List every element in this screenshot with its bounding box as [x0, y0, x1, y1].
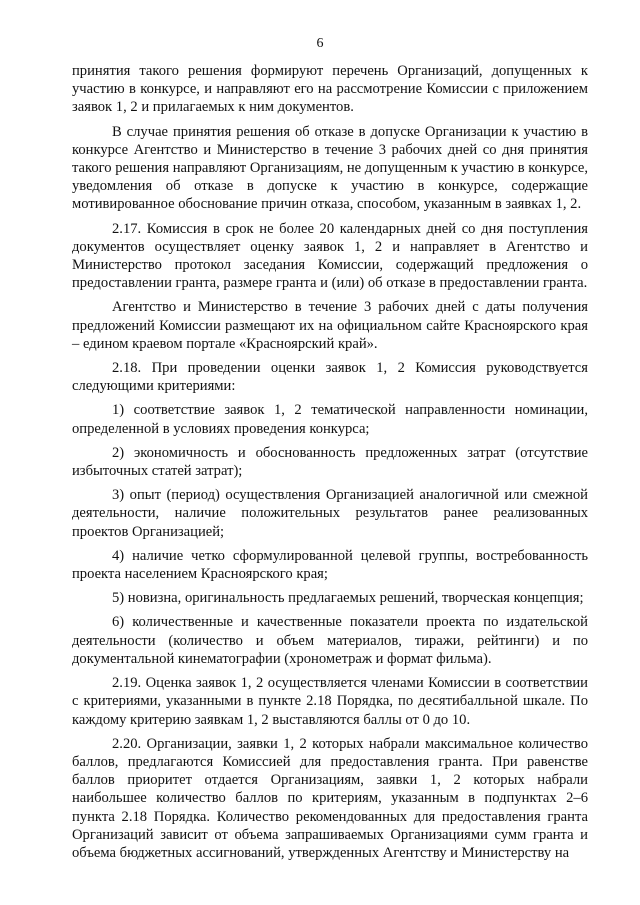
criterion-6: 6) количественные и качественные показатели проекта по издательской деятельности (количество и объем материалов, тиражи, рейтинги) и по документальной кинематографии (хронометраж и формат фильма). — [72, 614, 588, 667]
paragraph-1: принятия такого решения формируют перечень Организаций, допущенных к участию в конкурсе, и направляют его на рассмотрение Комиссии с приложением заявок 1, 2 и прилагаемых к ним документов. — [72, 63, 588, 116]
paragraph-2-20: 2.20. Организации, заявки 1, 2 которых набрали максимальное количество баллов, предлагаются Комиссией для предоставления гранта. При равенстве баллов приоритет отдается Организациям, заявки 1, 2 которых набрали наибольшее количество баллов по критериям, указанным в подпунктах 2–6 пункта 2.18 Порядка. Количество рекомендованных для предоставления гранта Организаций зависит от объема запрашиваемых Организациями сумм гранта и объема бюджетных ассигнований, утвержденных Агентству и Министерству на — [72, 735, 588, 861]
page-number: 6 — [316, 36, 324, 51]
document-body — [72, 62, 588, 862]
criterion-2: 2) экономичность и обоснованность предложенных затрат (отсутствие избыточных статей затрат); — [72, 444, 588, 480]
paragraph-4: Агентство и Министерство в течение 3 рабочих дней с даты получения предложений Комиссии размещают их на официальном сайте Красноярского края – едином краевом портале «Красноярский край». — [72, 299, 588, 352]
criterion-5: 5) новизна, оригинальность предлагаемых решений, творческая концепция; — [112, 590, 584, 607]
paragraph-2-19: 2.19. Оценка заявок 1, 2 осуществляется членами Комиссии в соответствии с критериями, указанными в пункте 2.18 Порядка, по десятибалльной шкале. По каждому критерию заявкам 1, 2 выставляются баллы от 0 до 10. — [72, 675, 588, 728]
paragraph-5: 2.18. При проведении оценки заявок 1, 2 Комиссия руководствуется следующими критериями: — [72, 360, 588, 395]
criterion-3: 3) опыт (период) осуществления Организацией аналогичной или смежной деятельности, наличие положительных результатов ранее реализованных проектов Организацией; — [72, 487, 588, 540]
criterion-1: 1) соответствие заявок 1, 2 тематической направленности номинации, определенной в условиях проведения конкурса; — [72, 402, 588, 437]
paragraph-3: 2.17. Комиссия в срок не более 20 календарных дней со дня поступления документов осуществляет оценку заявок 1, 2 и направляет в Агентство и Министерство протокол заседания Комиссии, содержащий предложения о предоставлении гранта, размере гранта и (или) об отказе в предоставлении гранта. — [72, 220, 588, 292]
paragraph-2: В случае принятия решения об отказе в допуске Организации к участию в конкурсе Агентство и Министерство в течение 3 рабочих дней со дня принятия такого решения направляют Организациям, не допущенным к участию в конкурсе, уведомления об отказе в допуске к участию в конкурсе, содержащие мотивированное обоснование причин отказа, способом, указанным в заявках 1, 2. — [72, 123, 588, 213]
criterion-4: 4) наличие четко сформулированной целевой группы, востребованность проекта населением Красноярского края; — [72, 547, 588, 583]
